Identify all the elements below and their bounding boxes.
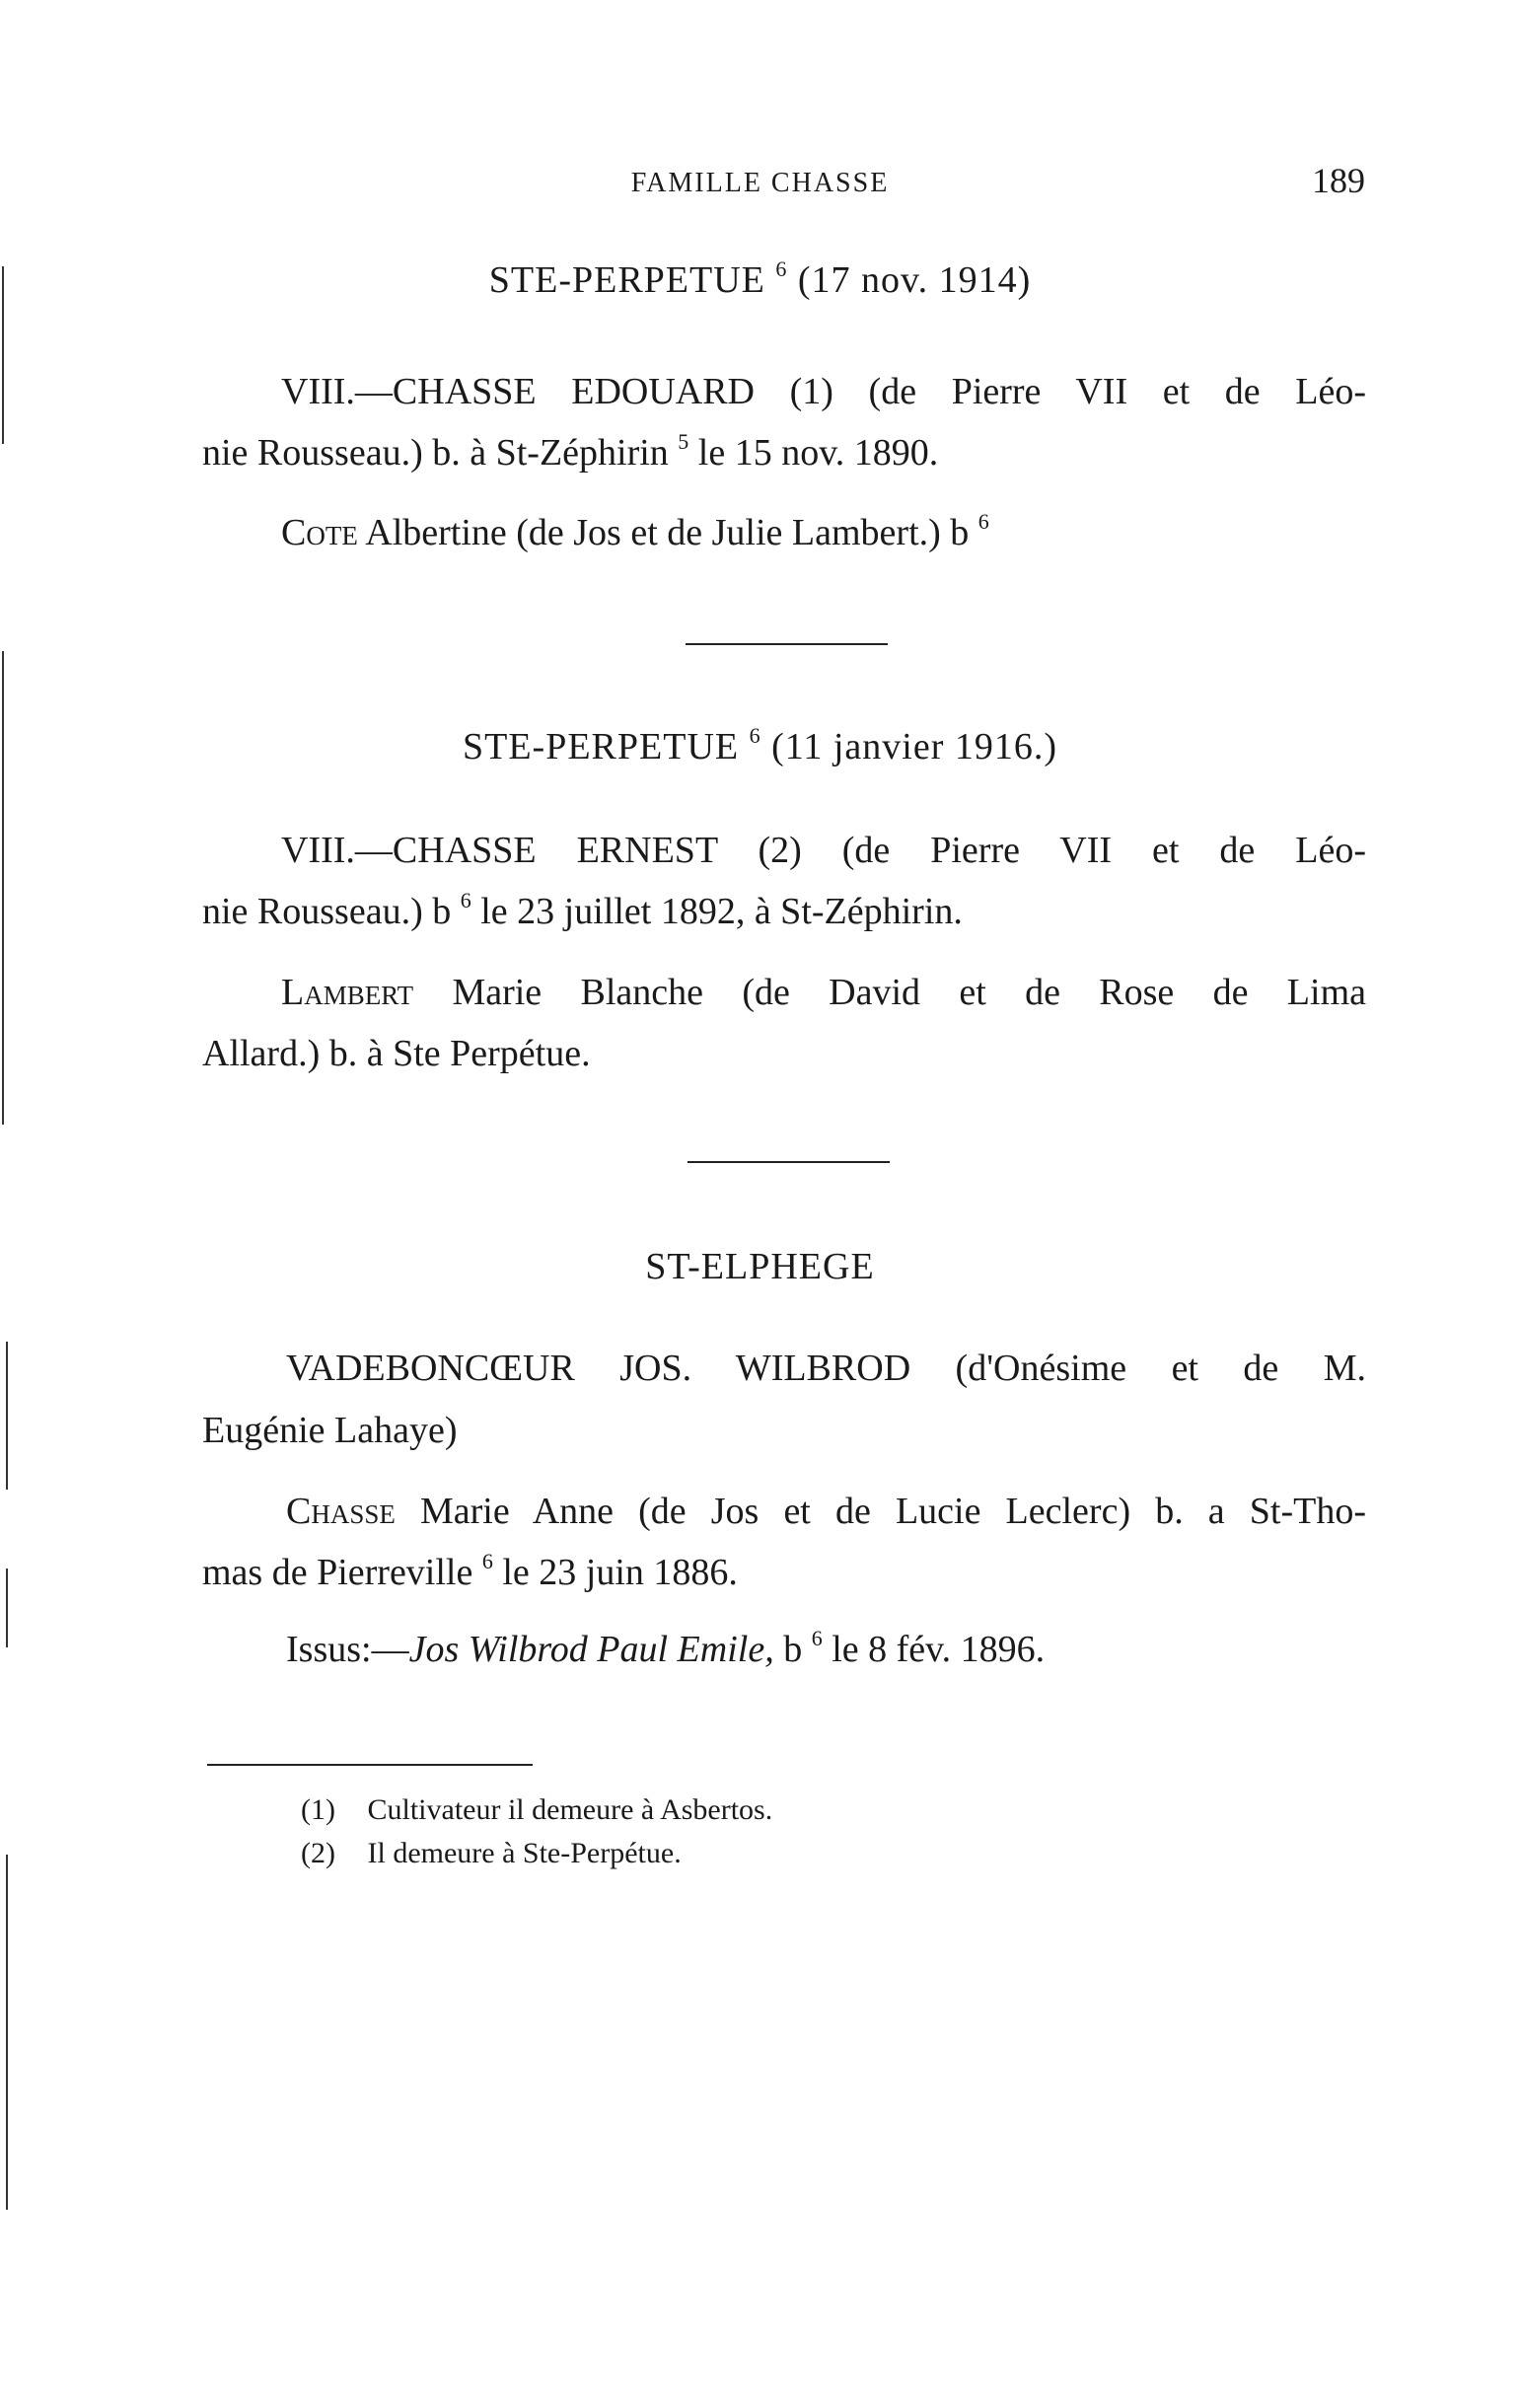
spouse-line <box>281 511 1445 554</box>
issue-text: le 8 fév. 1896. <box>832 1629 1046 1670</box>
footnote-rule <box>207 1764 533 1766</box>
parish-superscript: 6 <box>460 888 471 912</box>
spouse-surname: Lambert <box>281 972 414 1013</box>
scan-edge-mark <box>2 651 4 1125</box>
footnote-mark: (2) <box>301 1837 335 1869</box>
spouse-surname: Chasse <box>286 1491 396 1532</box>
entry-text: nie Rousseau.) b <box>202 891 452 932</box>
footnote-text: Cultivateur il demeure à Asbertos. <box>367 1793 773 1826</box>
entry-line <box>202 431 1366 474</box>
heading-superscript: 6 <box>775 256 788 281</box>
entry-line: Eugénie Lahaye) <box>202 1410 458 1451</box>
spouse-line <box>286 1490 1366 1533</box>
issue-line <box>286 1628 1450 1671</box>
entry-line: VIII.—CHASSE ERNEST (2) (de Pierre VII et de Léo- <box>281 830 1366 871</box>
section-heading-ste-perpetue-1916 <box>0 725 1520 768</box>
heading-superscript: 6 <box>749 723 761 748</box>
section-divider <box>688 1161 890 1163</box>
entry-line <box>202 890 1366 933</box>
issue-label: Issus:— <box>286 1629 409 1670</box>
page-number: 189 <box>1312 161 1365 200</box>
scan-edge-mark <box>6 1342 8 1490</box>
entry-line: VADEBONCŒUR JOS. WILBROD (d'Onésime et de M. <box>286 1348 1366 1389</box>
parish-superscript: 5 <box>678 429 689 454</box>
heading-place: STE-PERPETUE <box>462 726 740 767</box>
issue-names: Jos Wilbrod Paul Emile, <box>408 1629 774 1670</box>
spouse-line-continued: Allard.) b. à Ste Perpétue. <box>202 1033 591 1074</box>
footnote <box>301 1837 682 1870</box>
spouse-line <box>281 971 1366 1014</box>
section-heading-ste-perpetue-1914 <box>0 258 1520 302</box>
scan-edge-mark <box>6 1855 8 2210</box>
heading-date: (17 nov. 1914) <box>797 259 1032 301</box>
footnote-mark: (1) <box>301 1793 335 1826</box>
running-title: FAMILLE CHASSE <box>630 168 890 198</box>
section-heading-st-elphege: ST-ELPHEGE <box>645 1246 875 1287</box>
spouse-surname: Cote <box>281 512 358 553</box>
entry-line: VIII.—CHASSE EDOUARD (1) (de Pierre VII et de Léo- <box>281 371 1366 412</box>
entry-text: le 23 juillet 1892, à St-Zéphirin. <box>480 891 963 932</box>
parish-superscript: 6 <box>811 1626 823 1650</box>
scan-edge-mark <box>6 1569 8 1647</box>
heading-place: STE-PERPETUE <box>488 259 765 301</box>
spouse-details: Marie Blanche (de David et de Rose de Lima <box>452 972 1366 1013</box>
spouse-details: le 23 juin 1886. <box>502 1552 738 1593</box>
parish-superscript: 6 <box>481 1549 493 1573</box>
footnote <box>301 1793 772 1827</box>
spouse-details: Marie Anne (de Jos et de Lucie Leclerc) b. a St-Tho- <box>419 1491 1366 1532</box>
entry-text: nie Rousseau.) b. à St-Zéphirin <box>202 432 669 474</box>
section-divider <box>686 643 888 645</box>
heading-date: (11 janvier 1916.) <box>771 726 1058 767</box>
spouse-line-continued <box>202 1551 1366 1594</box>
footnote-text: Il demeure à Ste-Perpétue. <box>367 1837 682 1869</box>
spouse-details: Albertine (de Jos et de Julie Lambert.) b <box>365 512 970 553</box>
parish-superscript: 6 <box>977 509 989 534</box>
spouse-details: mas de Pierreville <box>202 1552 473 1593</box>
issue-text: b <box>783 1629 803 1670</box>
entry-text: le 15 nov. 1890. <box>697 432 939 474</box>
